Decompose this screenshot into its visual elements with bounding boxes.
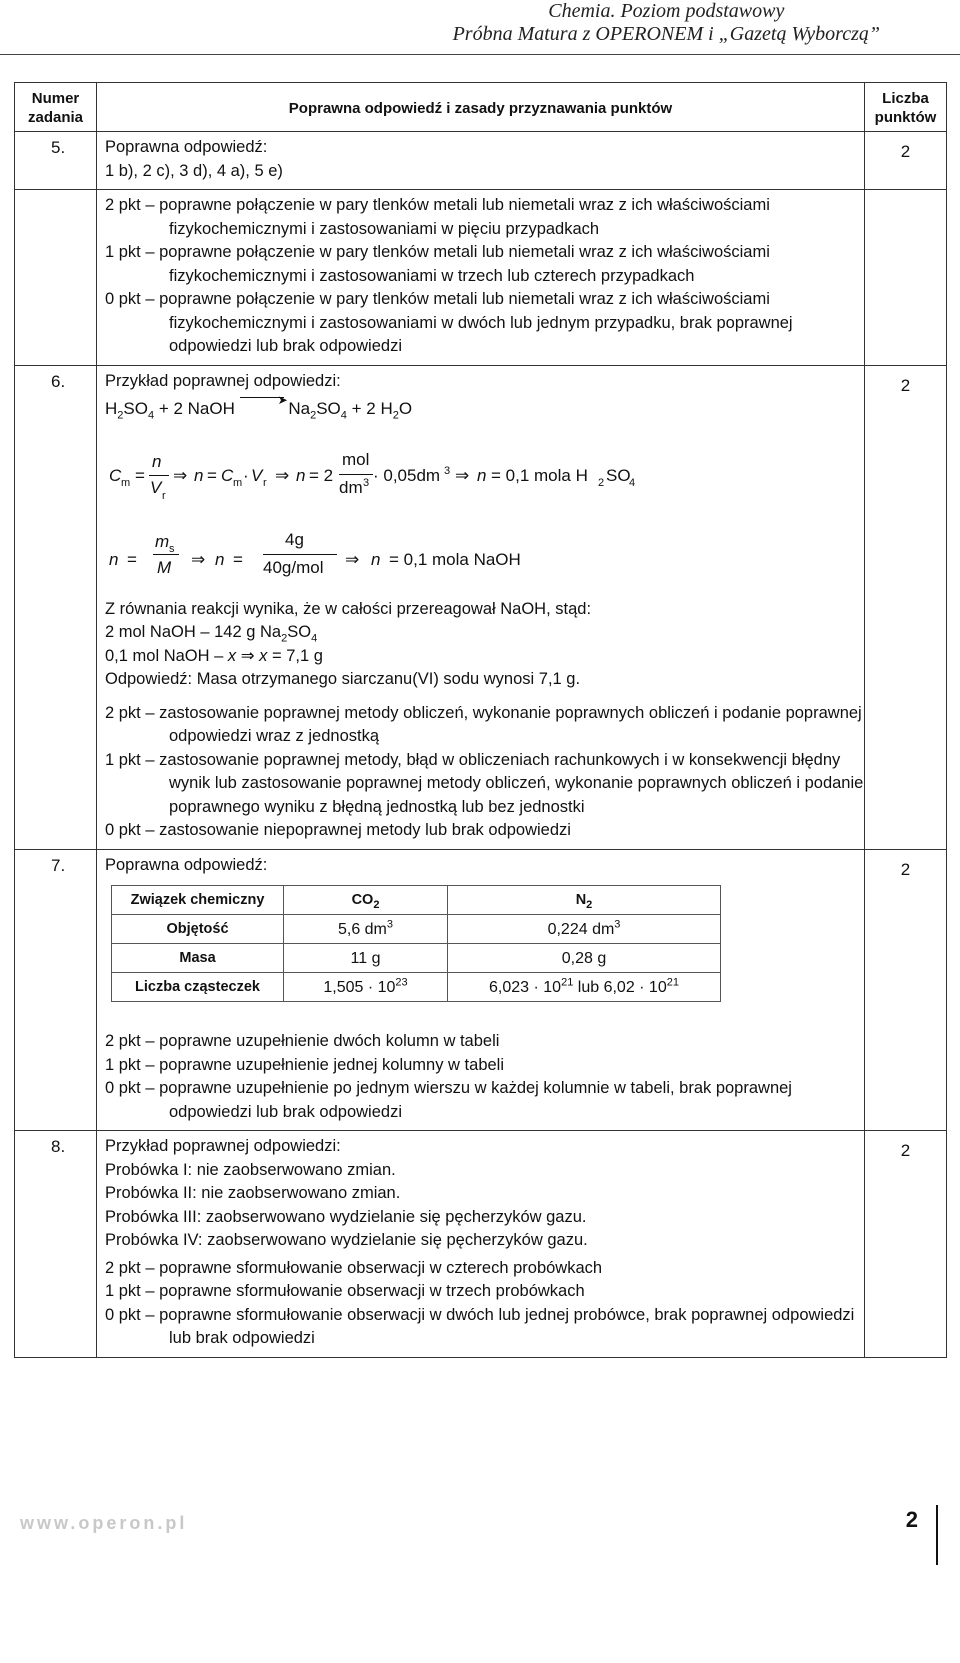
footer-website: www.operon.pl [20,1513,188,1533]
table-row [15,365,947,849]
criteria-cell: 2 pkt – poprawne połączenie w pary tlenków metali lub niemetali wraz z ich właściwościami fizykochemicznymi i zastosowaniami w pięciu przypadkach 1 pkt – poprawne połączenie w pary tlenków metali lub niemetali wraz z ich właściwościami fizykochemicznymi i zastosowaniami w trzech lub czterech przypadkach 0 pkt – poprawne połączenie w pary tlenków metali lub niemetali wraz z ich właściwościami fizykochemicznymi i zastosowaniami w dwóch lub jednym przypadku, brak poprawnej odpowiedzi lub brak odpowiedzi [97,190,865,366]
task-number: 6. [15,365,97,849]
page-header [453,0,880,46]
points-value: 2 [865,1131,947,1358]
header-exam-title: Próbna Matura z OPERONEM i „Gazetą Wyborczą” [452,23,880,45]
header-rule [0,54,960,55]
answer-cell: Przykład poprawnej odpowiedzi: $H_2SO_4 + 2$ NaOH ➤ $Na_2SO_4 + 2$ $H_2O$ C m = n V r ⇒ n = C m · V r ⇒ n = 2 mol dm 3 · 0,05dm 3 ⇒ n = 0,1 mola H 2 SO 4 n = m s M ⇒ n = 4g 40g/mol ⇒ n = 0,1 mola NaOH Z równania reakcji wynika, że w całości przereagował NaOH, stąd: 2 mol NaOH – 142 g $Na_2SO_4$ 0,1 mol NaOH – x ⇒ x = 7,1 g Odpowiedź: Masa otrzymanego siarczanu(VI) sodu wynosi 7,1 g. 2 pkt – zastosowanie poprawnej metody obliczeń, wykonanie poprawnych obliczeń i podanie poprawnej odpowiedzi wraz z jednostką 1 pkt – zastosowanie poprawnej metody, błąd w obliczeniach rachunkowych i w konsekwencji błędny wynik lub zastosowanie poprawnej metody obliczeń, wykonanie poprawnych obliczeń i podanie poprawnego wyniku z błędną jednostką lub bez jednostki 0 pkt – zastosowanie niepoprawnej metody lub brak odpowiedzi [97,365,865,849]
col-answer-header: Poprawna odpowiedź i zasady przyznawania punktów [97,83,865,132]
table-row: Związek chemiczny $CO_2$ $N_2$ [112,886,721,915]
table-row [15,132,947,190]
answer-key-table [14,82,947,1358]
footer-divider [936,1505,938,1565]
formula-moles: n = m s M ⇒ n = 4g 40g/mol ⇒ n = 0,1 mola NaOH [109,529,521,577]
col-number-header: Numer zadania [15,83,97,132]
page-number: 2 [905,1507,918,1532]
table-row: Masa 11 g 0,28 g [112,944,721,973]
task-number: 5. [15,132,97,190]
answer-cell: Poprawna odpowiedź: 1 b), 2 c), 3 d), 4 a), 5 e) [97,132,865,190]
table-header-row [15,83,947,132]
answer-cell: Przykład poprawnej odpowiedzi: Probówka I: nie zaobserwowano zmian. Probówka II: nie zaobserwowano zmian. Probówka III: zaobserwowano wydzielanie się pęcherzyków gazu. Probówka IV: zaobserwowano wydzielanie się pęcherzyków gazu. 2 pkt – poprawne sformułowanie obserwacji w czterech probówkach 1 pkt – poprawne sformułowanie obserwacji w trzech probówkach 0 pkt – poprawne sformułowanie obserwacji w dwóch lub jednej probówce, brak poprawnej odpowiedzi lub brak odpowiedzi [97,1131,865,1358]
task-number: 8. [15,1131,97,1358]
points-value: 2 [865,849,947,1131]
table-row [15,1131,947,1358]
header-subject: Chemia. Poziom podstawowy [548,0,785,22]
answer-cell: Poprawna odpowiedź: Związek chemiczny $CO_2$ $N_2$ Objętość 5,6 $dm^3$ 0,224 $dm^3$ Masa 11 g 0,28 g Liczba cząsteczek $1,505 \cdot 10^{23}$ $6,023 \cdot 10^{21}$ lub $6,02 \cdot 10^{21}$ 2 pkt – poprawne uzupełnienie dwóch kolumn w tabeli 1 pkt – poprawne uzupełnienie jednej kolumny w tabeli 0 pkt – poprawne uzupełnienie po jednym wierszu w każdej kolumnie w tabeli, brak poprawnej odpowiedzi lub brak odpowiedzi [97,849,865,1131]
table-row [15,190,947,366]
task-number: 7. [15,849,97,1131]
table-row: Liczba cząsteczek $1,505 \cdot 10^{23}$ $6,023 \cdot 10^{21}$ lub $6,02 \cdot 10^{21}$ [112,973,721,1002]
points-value: 2 [865,365,947,849]
col-points-header: Liczba punktów [865,83,947,132]
gas-properties-table [111,885,721,1002]
reaction-equation: $H_2SO_4 + 2$ NaOH ➤ $Na_2SO_4 + 2$ $H_2O$ [105,393,413,422]
formula-concentration: C m = n V r ⇒ n = C m · V r ⇒ n = 2 mol dm 3 · 0,05dm 3 ⇒ n = 0,1 mola H 2 SO 4 [109,449,636,502]
table-row [15,849,947,1131]
table-row: Objętość 5,6 $dm^3$ 0,224 $dm^3$ [112,915,721,944]
points-value: 2 [865,132,947,190]
